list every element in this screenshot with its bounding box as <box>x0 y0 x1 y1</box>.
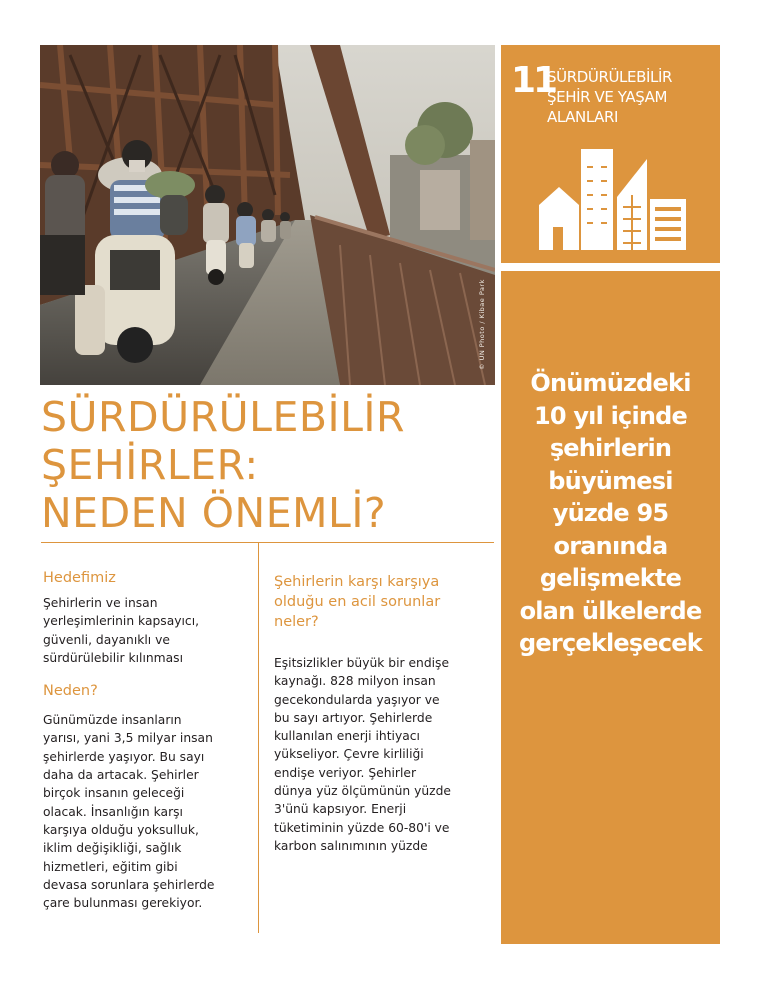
goal-text-line: sürdürülebilir kılınması <box>43 650 183 665</box>
highlight-text: Önümüzdeki 10 yıl içinde şehirlerin büyümesi yüzde 95 oranında gelişmekte olan ülkelerde gerçekleşecek <box>519 369 702 657</box>
why-text-line: birçok insanın geleceği <box>43 786 185 801</box>
goal-text-line: yerleşimlerinin kapsayıcı, <box>43 614 200 629</box>
goal-title-line: ALANLARI <box>547 108 619 126</box>
issues-text-line: dünya yüz ölçümünün yüzde <box>274 784 452 799</box>
why-heading: Neden? <box>43 683 98 700</box>
column-divider <box>258 543 259 933</box>
highlight-panel <box>501 271 720 944</box>
why-text-line: yarısı, yani 3,5 milyar insan <box>43 731 213 746</box>
left-column <box>43 568 255 912</box>
issues-text-line: 3'ünü kapsıyor. Enerji <box>274 802 407 817</box>
page-headline <box>41 393 491 537</box>
goal-text-line: Şehirlerin ve insan <box>43 596 158 610</box>
issues-heading <box>274 572 494 632</box>
bridge-traffic-photo <box>40 45 495 385</box>
why-text-line: karşıya olduğu yoksulluk, <box>43 822 199 837</box>
issues-text-line: karbon salınımının yüzde <box>274 838 428 853</box>
goal-text <box>43 594 255 667</box>
photo-credit-text: © UN Photo / Kibae Park <box>478 279 486 370</box>
headline-line: NEDEN ÖNEMLİ? <box>41 489 387 537</box>
issues-text-line: gecekondularda yaşıyor ve <box>274 692 440 707</box>
cover-photo <box>40 45 495 385</box>
why-text-line: daha da artacak. Şehirler <box>43 768 199 783</box>
goal-heading: Hedefimiz <box>43 570 116 586</box>
right-column <box>274 572 494 855</box>
headline-divider <box>41 542 494 543</box>
why-text-line: çare bulunması gerekiyor. <box>43 896 203 911</box>
why-text-line: şehirlerde yaşıyor. Bu sayı <box>43 749 205 764</box>
photo-credit <box>478 250 494 375</box>
goal-title-line: SÜRDÜRÜLEBİLİR <box>547 68 673 86</box>
issues-text-line: Eşitsizlikler büyük bir endişe <box>274 656 450 670</box>
issues-text-line: kullanılan enerji ihtiyacı <box>274 729 420 744</box>
issues-text-line: endişe veriyor. Şehirler <box>274 765 416 780</box>
why-text-line: devasa sorunlara şehirlerde <box>43 877 215 892</box>
goal-title-line: ŞEHİR VE YAŞAM <box>547 88 668 106</box>
why-text-line: iklim değişikliği, sağlık <box>43 841 182 856</box>
issues-text-line: bu sayı artıyor. Şehirlerde <box>274 710 433 725</box>
issues-text <box>274 654 494 855</box>
issues-text-line: tüketiminin yüzde 60-80'i ve <box>274 820 450 835</box>
goal-text-line: güvenli, dayanıklı ve <box>43 632 170 647</box>
why-text-line: hizmetleri, eğitim gibi <box>43 859 178 874</box>
issues-text-line: kaynağı. 828 milyon insan <box>274 674 436 689</box>
issues-heading-line: neler? <box>274 614 319 630</box>
city-buildings-icon <box>537 147 687 255</box>
issues-text-line: yükseliyor. Çevre kirliliği <box>274 747 424 762</box>
issues-heading-line: olduğu en acil sorunlar <box>274 594 441 610</box>
why-text-line: olacak. İnsanlığın karşı <box>43 804 183 819</box>
goal-number: 11 <box>511 60 556 101</box>
issues-heading-line: Şehirlerin karşı karşıya <box>274 574 440 590</box>
headline-line: SÜRDÜRÜLEBİLİR <box>41 393 405 441</box>
goal-tile <box>501 45 720 263</box>
headline-line: ŞEHİRLER: <box>41 441 259 489</box>
why-text <box>43 711 255 912</box>
goal-title <box>547 67 672 127</box>
why-text-line: Günümüzde insanların <box>43 713 182 728</box>
